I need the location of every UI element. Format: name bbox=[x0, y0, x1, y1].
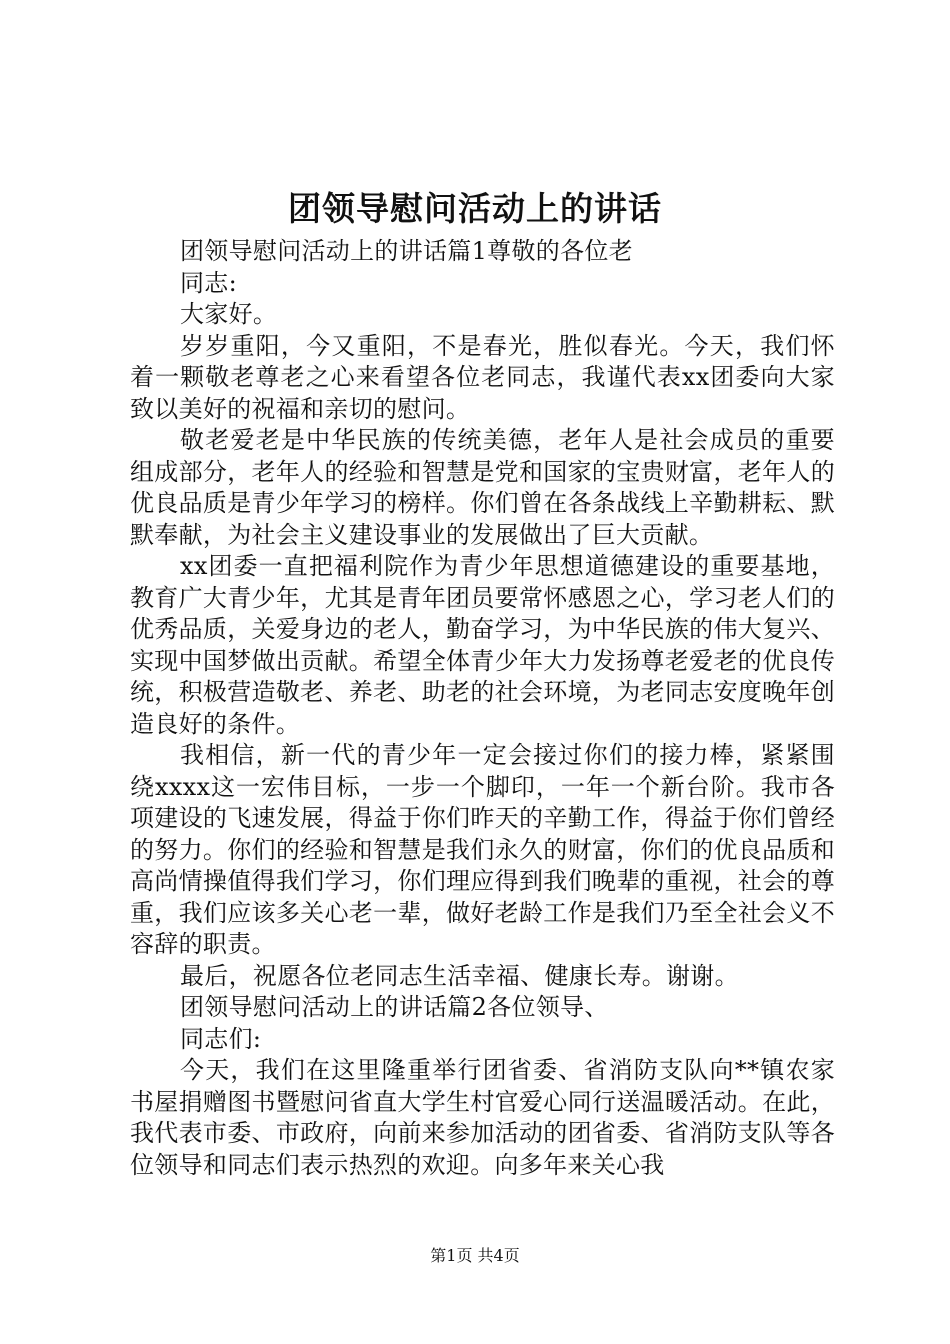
paragraph: 我相信，新一代的青少年一定会接过你们的接力棒，紧紧围绕xxxx这一宏伟目标，一步一个脚印，一年一个新台阶。我市各项建设的飞速发展，得益于你们昨天的辛勤工作，得益于你们曾经的努力。你们的经验和智慧是我们永久的财富，你们的优良品质和高尚情操值得我们学习，你们理应得到我们晚辈的重视，社会的尊重，我们应该多关心老一辈，做好老龄工作是我们乃至全社会义不容辞的职责。 bbox=[130, 741, 835, 958]
paragraph: 团领导慰问活动上的讲话篇1尊敬的各位老 bbox=[180, 237, 633, 265]
paragraph: 敬老爱老是中华民族的传统美德，老年人是社会成员的重要组成部分，老年人的经验和智慧是党和国家的宝贵财富，老年人的优良品质是青少年学习的榜样。你们曾在各条战线上辛勤耕耘、默默奉献，为社会主义建设事业的发展做出了巨大贡献。 bbox=[130, 426, 835, 549]
page-footer: 第1页 共4页 bbox=[430, 1246, 520, 1265]
paragraph: 同志们: bbox=[180, 1024, 262, 1053]
document-body bbox=[130, 236, 835, 1181]
paragraph: xx团委一直把福利院作为青少年思想道德建设的重要基地，教育广大青少年，尤其是青年团员要常怀感恩之心，学习老人们的优秀品质，关爱身边的老人，勤奋学习，为中华民族的伟大复兴、实现中国梦做出贡献。希望全体青少年大力发扬尊老爱老的优良传统，积极营造敬老、养老、助老的社会环境，为老同志安度晚年创造良好的条件。 bbox=[130, 552, 835, 738]
paragraph: 岁岁重阳，今又重阳，不是春光，胜似春光。今天，我们怀着一颗敬老尊老之心来看望各位老同志，我谨代表xx团委向大家致以美好的祝福和亲切的慰问。 bbox=[130, 331, 835, 423]
paragraph: 团领导慰问活动上的讲话篇2各位领导、 bbox=[180, 993, 609, 1021]
document-title: 团领导慰问活动上的讲话 bbox=[288, 189, 662, 228]
paragraph: 今天，我们在这里隆重举行团省委、省消防支队向**镇农家书屋捐赠图书暨慰问省直大学生村官爱心同行送温暖活动。在此，我代表市委、市政府，向前来参加活动的团省委、省消防支队等各位领导和同志们表示热烈的欢迎。向多年来关心我 bbox=[130, 1056, 835, 1179]
paragraph: 最后，祝愿各位老同志生活幸福、健康长寿。谢谢。 bbox=[180, 961, 739, 990]
paragraph: 同志: bbox=[180, 268, 237, 297]
paragraph: 大家好。 bbox=[180, 300, 278, 328]
